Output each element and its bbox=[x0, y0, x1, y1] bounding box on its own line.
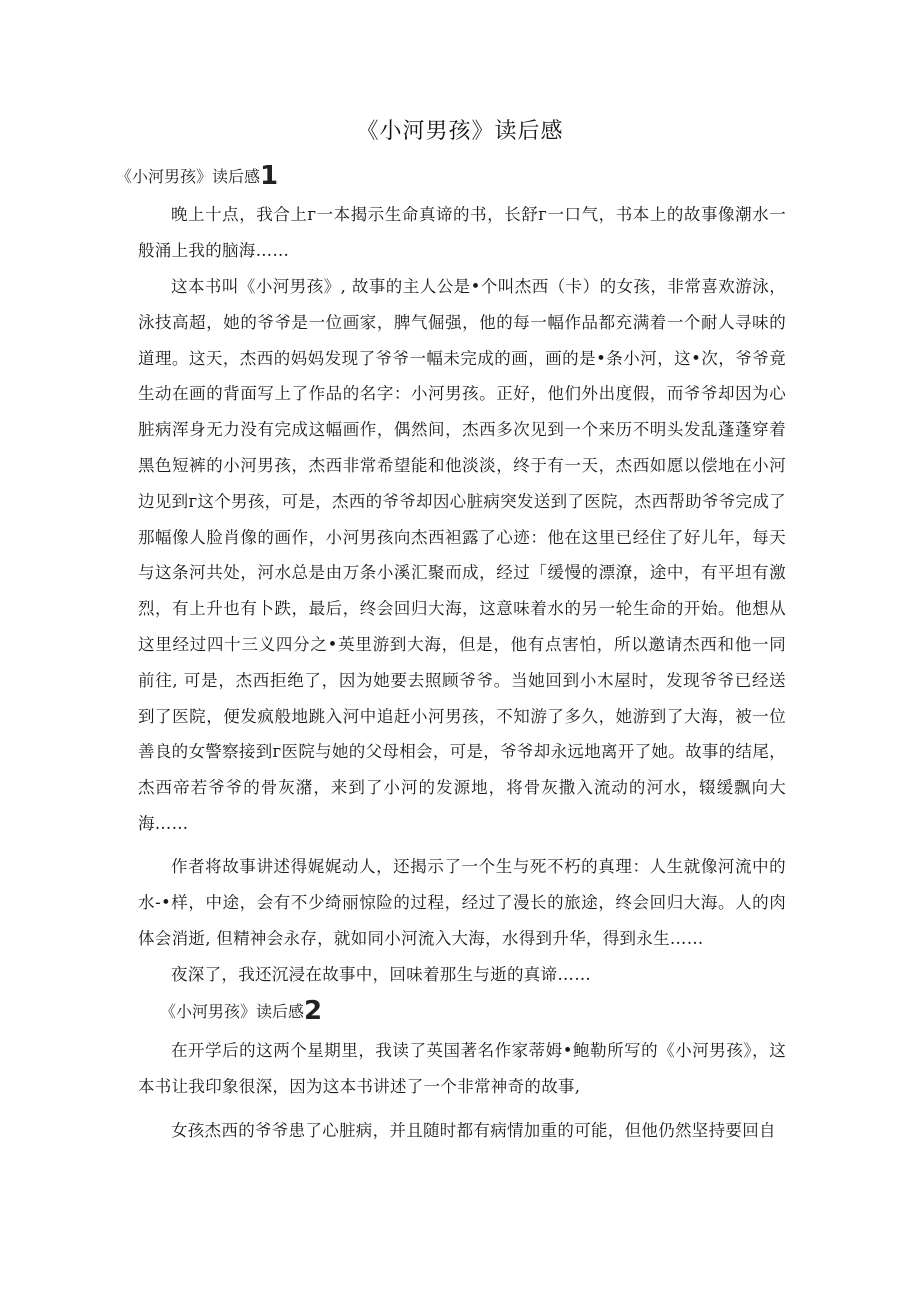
section-1-heading bbox=[116, 162, 278, 191]
document-title: 《小河男孩》读后感 bbox=[356, 119, 564, 144]
section-1-heading-text: 《小河男孩》读后感 bbox=[116, 167, 261, 186]
section-1-paragraph-4: 夜深了，我还沉浸在故事中，回味着那生与逝的真谛…… bbox=[171, 965, 591, 984]
section-2-heading-text: 《小河男孩》读后感 bbox=[160, 1002, 305, 1021]
section-2-heading-number: 2 bbox=[304, 996, 323, 1026]
section-1-paragraph-2: 这本书叫《小河男孩》, 故事的主人公是•个叫杰西（卡）的女孩，非常喜欢游泳，泳技高超，她的爷爷是一位画家，脾气倔强，他的每一幅作品都充满着一个耐人寻味的道理。这天，杰西的妈妈发现了爷爷一幅未完成的画，画的是•条小河，这•次，爷爷竟生动在画的背面写上了作品的名字：小河男孩。正好，他们外出度假，而爷爷却因为心脏病浑身无力没有完成这幅画作，偶然间，杰西多次见到一个来历不明头发乱蓬蓬穿着黑色短裤的小河男孩，杰西非常希望能和他淡淡，终于有一天，杰西如愿以偿地在小河边见到г这个男孩，可是，杰西的爷爷却因心脏病突发送到了医院，杰西帮助爷爷完成了那幅像人脸肖像的画作，小河男孩向杰西袒露了心迹：他在这里已经住了好儿年，每天与这条河共处，河水总是由万条小溪汇聚而成，经过「缓慢的漂潦，途中，有平坦有激烈，有上升也有卜跌，最后，终会回归大海，这意味着水的另一轮生命的开始。他想从这里经过四十三义四分之•英里游到大海，但是，他有点害怕，所以邀请杰西和他一同前往, 可是，杰西拒绝了，因为她要去照顾爷爷。当她回到小木屋时，发现爷爷已经送到了医院，便发疯般地跳入河中追赶小河男孩，不知游了多久，她游到了大海，被一位善良的女警察接到г医院与她的父母相会，可是，爷爷却永远地离开了她。故事的结尾，杰西帝若爷爷的骨灰潴，来到了小河的发源地，将骨灰撒入流动的河水，辍缓飘向大海…… bbox=[138, 277, 786, 833]
section-1-heading-number: 1 bbox=[260, 161, 279, 191]
section-2-paragraph-1: 在开学后的这两个星期里，我读了英国著名作家蒂姆•鲍勒所写的《小河男孩》，这本书让我印象很深，因为这本书讲述了一个非常神奇的故事, bbox=[138, 1041, 786, 1096]
section-1-paragraph-1: 晚上十点，我合上г一本揭示生命真谛的书，长舒г一口气，书本上的故事像潮水一般涌上我的脑海…… bbox=[138, 205, 786, 260]
section-2-heading bbox=[160, 997, 322, 1026]
section-1-paragraph-3: 作者将故事讲述得娓娓动人，还揭示了一个生与死不朽的真理：人生就像河流中的水-•样，中途，会有不少绮丽惊险的过程，经过了漫长的旅途，终会回归大海。人的肉体会消逝, 但精神会永存，就如同小河流入大海，水得到升华，得到永生…… bbox=[138, 857, 786, 948]
section-2-paragraph-2: 女孩杰西的爷爷患了心脏病，并且随时都有病情加重的可能，但他仍然坚持要回自 bbox=[171, 1121, 776, 1140]
